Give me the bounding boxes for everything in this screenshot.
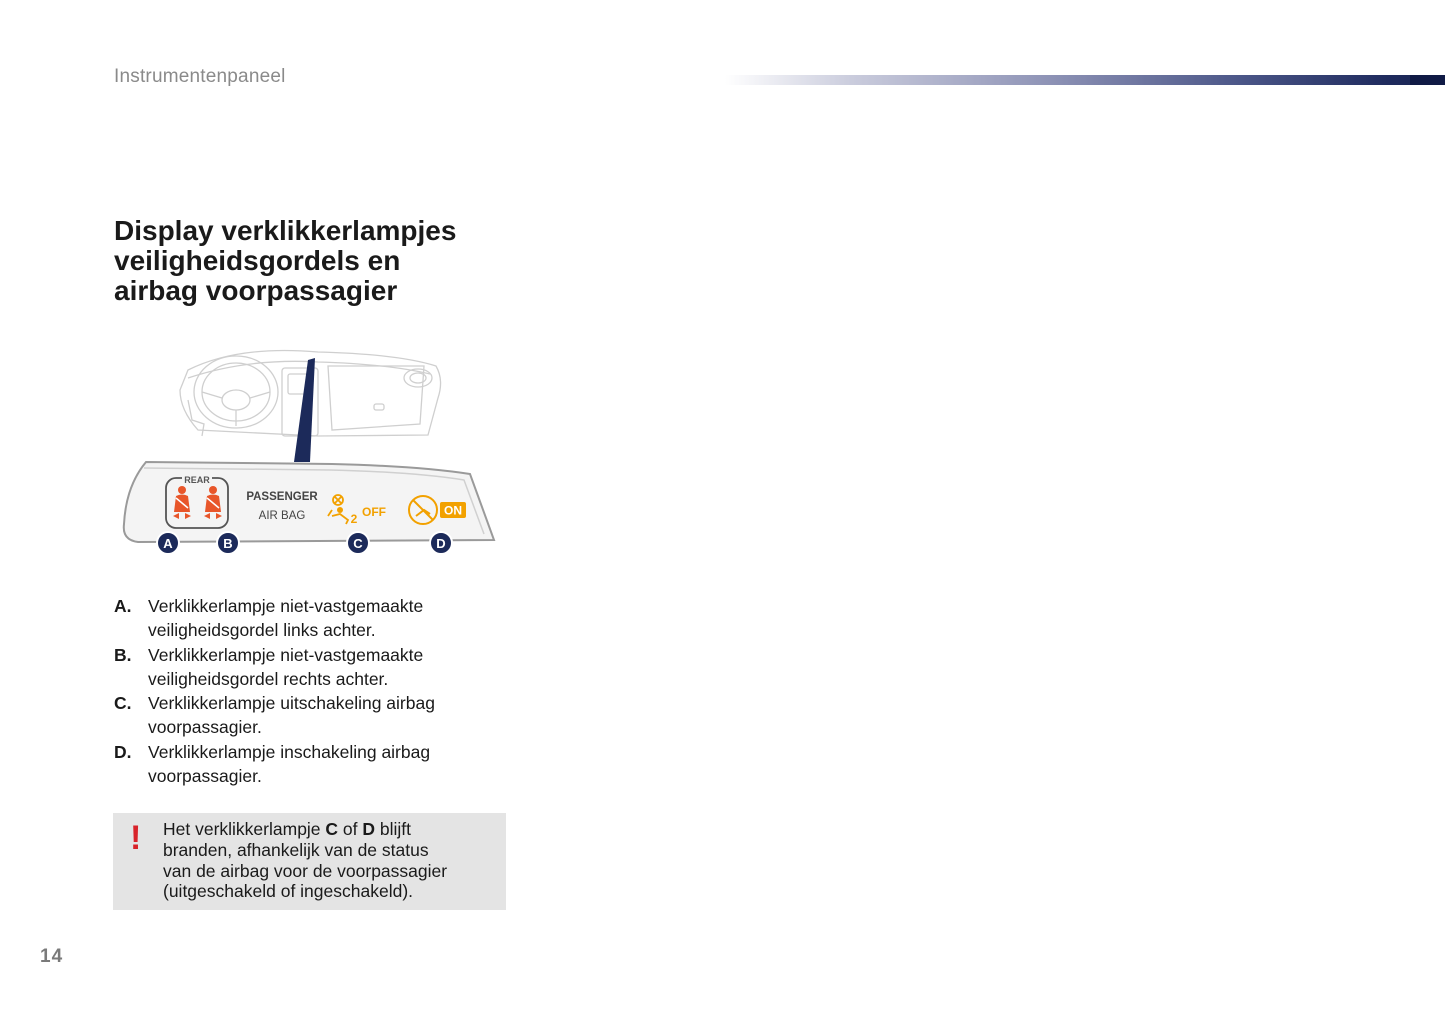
note-letter-d: D <box>362 819 376 839</box>
title-line-3: airbag voorpassagier <box>114 275 398 306</box>
passenger-label: PASSENGER <box>246 491 318 503</box>
legend-text: voorpassagier. <box>148 766 262 787</box>
note-line-1-pre: Het verklikkerlampje <box>163 819 326 839</box>
page-title <box>114 216 514 306</box>
callout-d-label: D <box>436 536 446 551</box>
callout-d <box>430 532 452 554</box>
legend-text: Verklikkerlampje niet-vastgemaakte <box>148 596 424 616</box>
airbag-off-digit: 2 <box>350 512 358 526</box>
airbag-off-label: OFF <box>362 505 386 519</box>
note-text <box>163 819 503 902</box>
page-number: 14 <box>40 946 64 967</box>
callout-a-label: A <box>163 536 173 551</box>
legend-text: Verklikkerlampje uitschakeling airbag <box>148 693 435 714</box>
header-decor-bar <box>725 75 1445 85</box>
dashboard-illustration <box>118 340 500 562</box>
legend-list <box>114 594 514 788</box>
legend-letter: C. <box>114 693 132 714</box>
warning-exclamation-icon: ! <box>130 819 142 857</box>
title-line-2: veiligheidsgordels en <box>114 245 401 276</box>
legend-letter: D. <box>114 741 132 762</box>
legend-item-b <box>114 643 514 692</box>
airbag-label: AIR BAG <box>258 510 306 522</box>
callout-c-label: C <box>353 536 363 551</box>
note-line-1 <box>163 819 503 840</box>
callout-b-label: B <box>223 536 233 551</box>
callout-a <box>157 532 179 554</box>
rear-label: REAR <box>184 475 210 485</box>
title-line-1: Display verklikkerlampjes <box>114 215 457 246</box>
note-line-2: branden, afhankelijk van de status <box>163 839 429 860</box>
section-header: Instrumentenpaneel <box>114 66 286 87</box>
legend-letter: A. <box>114 596 132 616</box>
note-line-1-post: blijft <box>375 819 411 839</box>
legend-text: Verklikkerlampje inschakeling airbag <box>148 741 431 762</box>
note-letter-c: C <box>325 819 339 839</box>
note-line-4: (uitgeschakeld of ingeschakeld). <box>163 881 414 902</box>
legend-letter: B. <box>114 644 132 665</box>
callout-b <box>217 532 239 554</box>
legend-text: veiligheidsgordel links achter. <box>148 620 376 641</box>
legend-item-c <box>114 691 514 740</box>
legend-text: veiligheidsgordel rechts achter. <box>148 668 389 689</box>
legend-item-a <box>114 594 514 643</box>
legend-text: Verklikkerlampje niet-vastgemaakte <box>148 644 424 665</box>
note-line-3: van de airbag voor de voorpassagier <box>163 860 448 881</box>
legend-item-d <box>114 740 514 789</box>
airbag-on-label: ON <box>444 503 462 518</box>
note-line-1-mid: of <box>338 819 363 839</box>
legend-text: voorpassagier. <box>148 717 262 738</box>
callout-c <box>347 532 369 554</box>
header-decor-bar-tip <box>1410 75 1445 85</box>
